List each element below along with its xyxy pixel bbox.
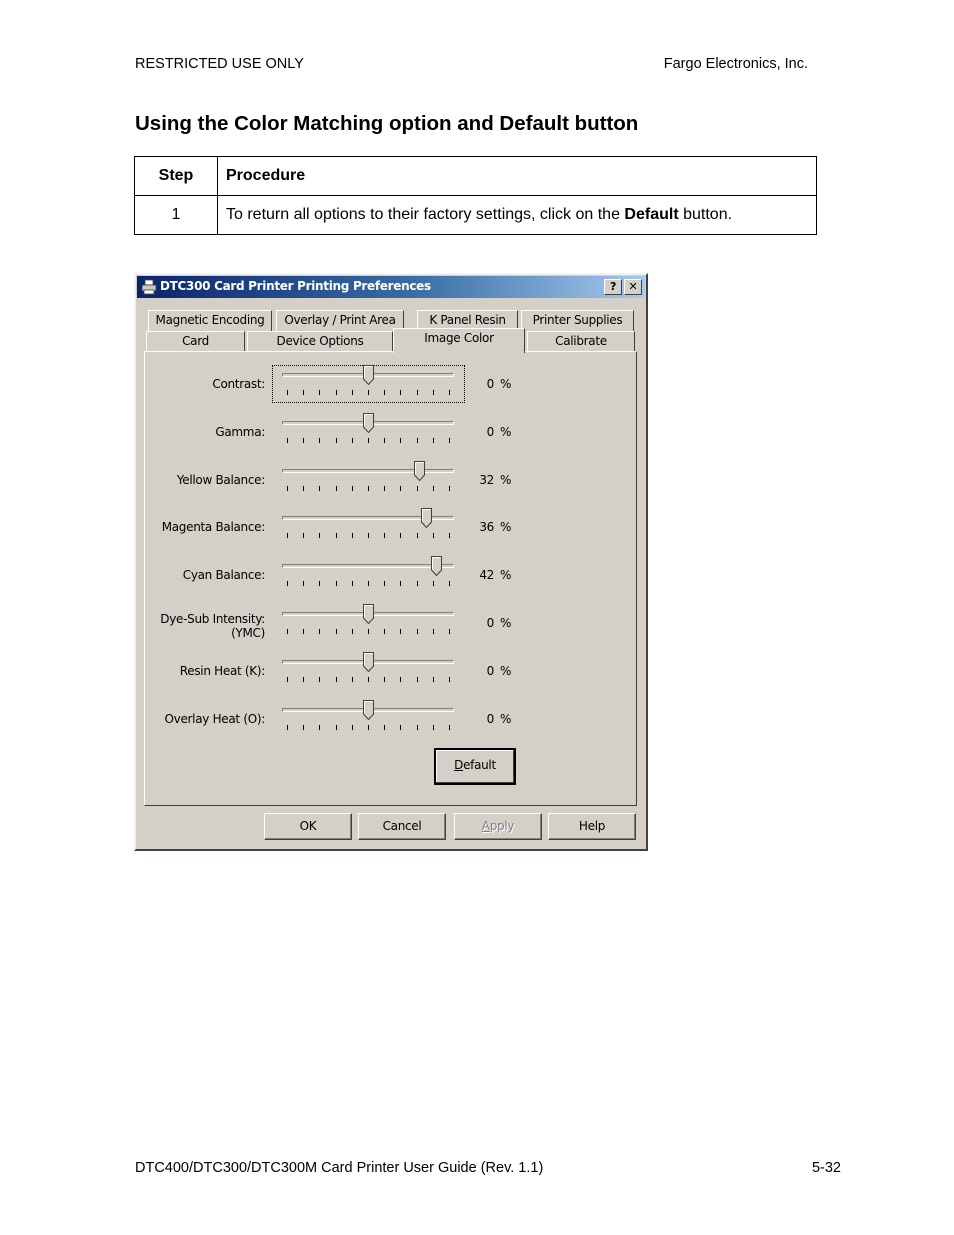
tab-card[interactable]: Card	[146, 331, 245, 352]
slider-label-text: Dye-Sub Intensity:	[160, 612, 265, 626]
procedure-text	[218, 196, 817, 235]
default-mnemonic: D	[454, 758, 464, 772]
tab-magnetic-encoding[interactable]: Magnetic Encoding	[148, 310, 272, 331]
tab-k-panel-resin[interactable]: K Panel Resin	[417, 310, 518, 331]
percent-unit: %	[500, 663, 512, 678]
percent-unit: %	[500, 424, 512, 439]
title-bar[interactable]	[137, 276, 645, 298]
procedure-table	[134, 156, 817, 235]
slider-label-text: Overlay Heat (O):	[164, 711, 265, 726]
default-label: efault	[463, 758, 496, 772]
slider-value: 0	[486, 424, 494, 439]
slider-value: 0	[486, 616, 494, 630]
slider-label-text: Yellow Balance:	[176, 472, 265, 487]
slider-value: 0	[486, 663, 494, 678]
slider-label-subtext: (YMC)	[231, 626, 265, 640]
slider-label-text: Resin Heat (K):	[179, 663, 265, 678]
procedure-text-bold: Default	[624, 206, 679, 223]
percent-unit: %	[500, 568, 512, 583]
cancel-button[interactable]: Cancel	[358, 813, 446, 840]
step-number: 1	[135, 196, 218, 235]
column-header-step: Step	[135, 157, 218, 196]
slider-label-text: Contrast:	[212, 377, 265, 391]
slider-value: 32	[479, 472, 494, 487]
tab-image-color[interactable]: Image Color	[393, 328, 525, 353]
percent-unit: %	[500, 520, 512, 535]
table-row	[135, 196, 817, 235]
close-title-button[interactable]	[624, 279, 642, 295]
percent-unit: %	[500, 472, 512, 487]
slider-label-text: Magenta Balance:	[161, 520, 265, 535]
section-title: Using the Color Matching option and Default button	[135, 112, 639, 135]
slider-label-text: Cyan Balance:	[182, 568, 265, 583]
percent-unit: %	[500, 711, 512, 726]
table-header-row	[135, 157, 817, 196]
apply-mnemonic: A	[481, 819, 490, 833]
slider-value: 0	[486, 711, 494, 726]
tab-overlay-print-area[interactable]: Overlay / Print Area	[276, 310, 404, 331]
tab-printer-supplies[interactable]: Printer Supplies	[521, 310, 634, 331]
help-button[interactable]: Help	[548, 813, 636, 840]
percent-unit: %	[500, 616, 512, 630]
slider-value: 36	[479, 520, 494, 535]
slider-value: 42	[479, 568, 494, 583]
header-restricted: RESTRICTED USE ONLY	[135, 56, 304, 72]
footer-guide-title: DTC400/DTC300/DTC300M Card Printer User Guide (Rev. 1.1)	[135, 1160, 544, 1176]
header-company: Fargo Electronics, Inc.	[663, 56, 808, 72]
image-color-panel	[144, 351, 637, 806]
apply-label: pply	[489, 819, 515, 833]
printing-preferences-dialog	[134, 273, 648, 851]
close-icon: ✕	[628, 280, 638, 293]
procedure-text-start: To return all options to their factory settings, click on the	[226, 206, 625, 223]
help-title-button[interactable]	[604, 279, 622, 295]
question-icon: ?	[609, 280, 617, 293]
tab-calibrate[interactable]: Calibrate	[527, 331, 635, 352]
apply-button[interactable]	[454, 813, 542, 840]
ok-button[interactable]: OK	[264, 813, 352, 840]
slider-label-text: Gamma:	[215, 424, 265, 439]
dialog-title: DTC300 Card Printer Printing Preferences	[160, 279, 431, 293]
slider-value: 0	[486, 377, 494, 391]
printer-icon	[141, 279, 157, 295]
tab-device-options[interactable]: Device Options	[247, 331, 393, 352]
percent-unit: %	[500, 377, 512, 391]
column-header-procedure: Procedure	[218, 157, 817, 196]
page-number: 5-32	[811, 1160, 841, 1176]
procedure-text-end: button.	[678, 206, 733, 223]
